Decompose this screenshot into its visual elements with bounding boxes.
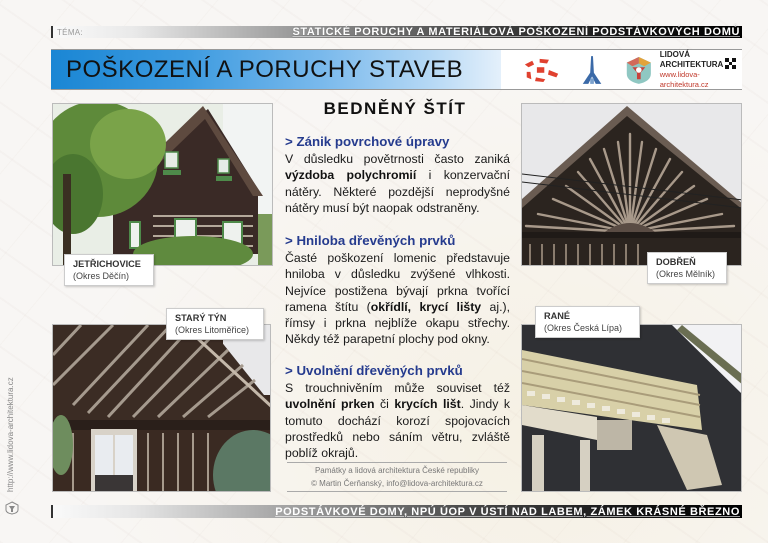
caption-district: (Okres Mělník) xyxy=(656,269,716,279)
photo-dobren xyxy=(521,103,742,266)
caption-place: RANÉ xyxy=(544,311,571,321)
section-surface-finish xyxy=(285,134,510,216)
brand-name-line2: ARCHITEKTURA xyxy=(659,59,724,69)
body-emphasis: okřídlí, krycí lišty xyxy=(370,299,482,314)
photo-jetrichovice xyxy=(52,103,273,266)
section-body xyxy=(285,380,510,461)
photo-rane xyxy=(521,324,742,492)
section-body xyxy=(285,151,510,216)
body-text: S trouchnivěním může souviset též xyxy=(285,381,510,395)
body-text: . Jindy k tomuto dochází korozí spojovacích prostředků nebo sáním větru, zvláště poblíž okrajů. xyxy=(285,397,510,461)
logo-strip xyxy=(501,50,742,89)
brand-url-link[interactable]: www.lidova-architektura.cz xyxy=(659,69,709,89)
section-title: BEDNĚNÝ ŠTÍT xyxy=(323,99,467,118)
body-emphasis: uvolnění prken xyxy=(285,397,375,412)
caption-rane xyxy=(535,306,640,338)
theme-text: STATICKÉ PORUCHY A MATERIÁLOVÁ POŠKOZENÍ PODSTÁVKOVÝCH DOMŮ xyxy=(292,26,740,38)
body-text: aj.), římsy i prkna nejblíže okapu střechy. Někdy též parapetní plochy pod okny. xyxy=(285,299,511,347)
body-text: Časté poškození lomenic představuje hniloba v důsledku zvýšené vlhkosti. Nejvíce postižena bývají prkna tvořící ramena štítu ( xyxy=(285,251,510,314)
theme-bar-tick xyxy=(51,26,53,38)
caption-place: STARÝ TÝN xyxy=(175,313,227,323)
section-wood-rot xyxy=(285,233,510,348)
section-heading: > Hniloba dřevěných prvků xyxy=(285,233,456,248)
body-emphasis: výzdoba polychromií xyxy=(285,168,417,183)
section-loosening xyxy=(285,363,510,461)
caption-dobren xyxy=(647,252,727,284)
body-text: V důsledku povětrnosti často zaniká xyxy=(285,152,510,166)
gable-photo-illustration xyxy=(522,104,742,266)
caption-jetrichovice xyxy=(64,254,154,286)
caption-district: (Okres Litoměřice) xyxy=(175,325,250,335)
footer-text: PODSTÁVKOVÉ DOMY, NPÚ ÚOP V ÚSTÍ NAD LABEM, ZÁMEK KRÁSNÉ BŘEZNO xyxy=(275,505,740,518)
lidova-architektura-logo-icon xyxy=(624,54,654,86)
title-box xyxy=(51,50,501,89)
side-logo-icon xyxy=(5,501,19,515)
footer-bar xyxy=(51,505,742,518)
section-heading: > Uvolnění dřevěných prvků xyxy=(285,363,463,378)
caption-district: (Okres Česká Lípa) xyxy=(544,323,623,333)
credits xyxy=(287,462,507,492)
credits-line2: © Martin Čerňanský, info@lidova-architektura.cz xyxy=(311,479,483,488)
side-url-link[interactable]: http://www.lidova-architektura.cz xyxy=(6,377,15,492)
photo-stary-tyn xyxy=(52,324,271,492)
tower-logo-icon xyxy=(580,53,604,87)
wall-photo-illustration xyxy=(53,325,271,492)
qr-code-icon[interactable] xyxy=(725,58,736,69)
cornice-photo-illustration xyxy=(522,325,742,492)
npu-logo-icon xyxy=(523,56,560,84)
house-photo-illustration xyxy=(53,104,273,266)
theme-label: TÉMA: xyxy=(57,27,83,37)
brand-block xyxy=(660,50,742,90)
body-emphasis: krycích lišt xyxy=(394,397,461,412)
caption-place: DOBŘEŇ xyxy=(656,257,696,267)
title-row xyxy=(51,49,742,90)
page-title: POŠKOZENÍ A PORUCHY STAVEB xyxy=(66,55,464,83)
credits-line1: Památky a lidová architektura České republiky xyxy=(314,466,480,475)
caption-district: (Okres Děčín) xyxy=(73,271,130,281)
brand-name-line1: LIDOVÁ xyxy=(659,49,690,59)
theme-bar xyxy=(51,26,742,38)
body-text: i konzervační nátěry. Některé pozdější neprodyšné nátěry musí být naopak odstraněny. xyxy=(285,168,510,215)
body-text: či xyxy=(374,397,395,412)
caption-stary-tyn xyxy=(166,308,264,340)
section-body xyxy=(285,250,510,348)
section-heading: > Zánik povrchové úpravy xyxy=(285,134,450,149)
caption-place: JETŘICHOVICE xyxy=(73,259,141,269)
